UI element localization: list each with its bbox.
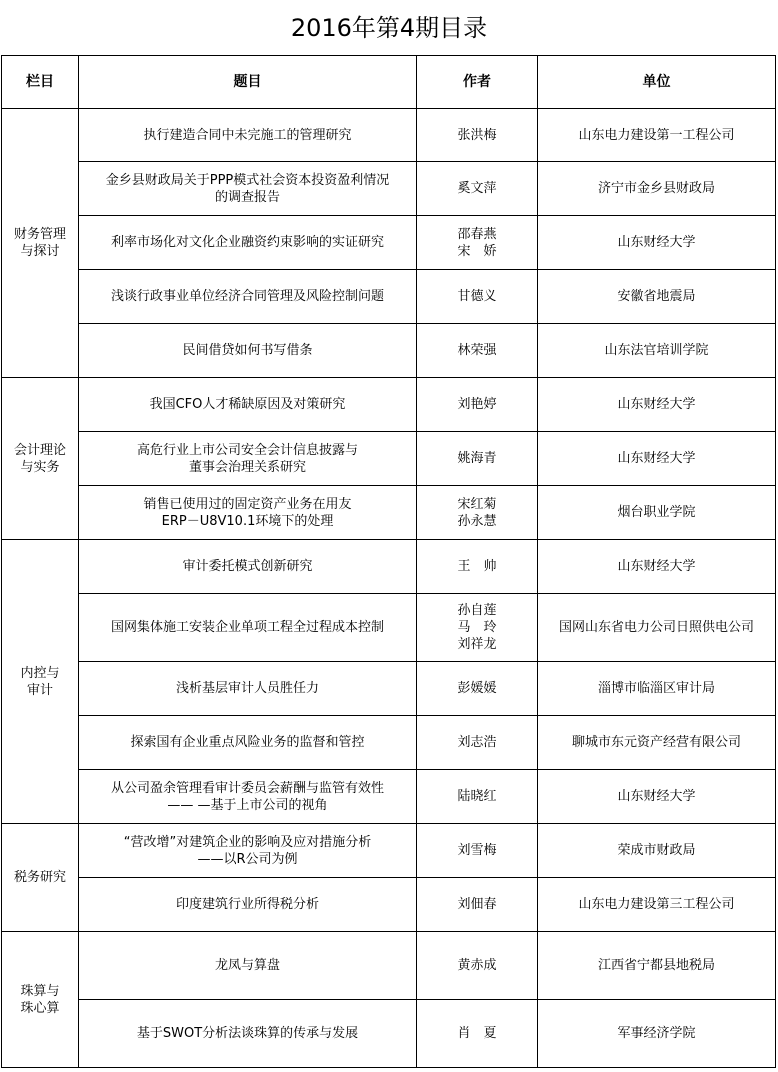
section-name-line: 税务研究	[13, 870, 66, 885]
article-title	[79, 932, 417, 1000]
article-unit: 荣成市财政局	[538, 824, 776, 878]
section-name-line: 财务管理	[13, 227, 66, 242]
article-unit: 山东财经大学	[538, 770, 776, 824]
article-author-line: 刘佃春	[457, 897, 497, 912]
page-title: 2016年第4期目录	[290, 14, 488, 42]
article-title	[79, 378, 417, 432]
article-title	[79, 486, 417, 540]
article-title-line: 国网集体施工安装企业单项工程全过程成本控制	[110, 620, 384, 635]
article-title-line: 审计委托模式创新研究	[182, 559, 313, 574]
section-name-line: 内控与	[20, 665, 60, 681]
article-title-line: 探索国有企业重点风险业务的监督和管控	[130, 735, 365, 750]
article-unit: 山东财经大学	[538, 540, 776, 594]
article-title	[79, 216, 417, 270]
article-author	[417, 1000, 538, 1068]
article-title-line: 我国CFO人才稀缺原因及对策研究	[149, 397, 346, 412]
table-row	[2, 716, 776, 770]
article-author-line: 张洪梅	[457, 127, 497, 143]
article-unit: 烟台职业学院	[538, 486, 776, 540]
table-row	[2, 432, 776, 486]
article-author	[417, 878, 538, 932]
article-title-line: 金乡县财政局关于PPP模式社会资本投资盈利情况	[105, 172, 390, 188]
article-author	[417, 594, 538, 662]
article-title	[79, 824, 417, 878]
article-title-line: 龙凤与算盘	[214, 958, 280, 973]
article-title-line: 浅析基层审计人员胜任力	[175, 681, 319, 696]
article-author	[417, 824, 538, 878]
article-title-line: ——以R公司为例	[197, 851, 298, 867]
section-name-line: 珠算与	[20, 983, 60, 999]
table-row	[2, 824, 776, 878]
article-title	[79, 270, 417, 324]
article-title	[79, 540, 417, 594]
article-title-line: 的调查报告	[214, 189, 280, 205]
article-author	[417, 770, 538, 824]
article-unit: 聊城市东元资产经营有限公司	[538, 716, 776, 770]
toc-body	[2, 109, 776, 1068]
article-title-line: 利率市场化对文化企业融资约束影响的实证研究	[110, 235, 384, 250]
article-author	[417, 540, 538, 594]
section-name	[2, 824, 79, 932]
article-author-line: 陆晓红	[457, 789, 497, 804]
article-unit: 山东财经大学	[538, 378, 776, 432]
article-author	[417, 432, 538, 486]
article-title-line: 基于SWOT分析法谈珠算的传承与发展	[136, 1026, 359, 1041]
article-title	[79, 432, 417, 486]
header-topic: 题目	[79, 56, 417, 109]
article-author-line: 邵春燕	[457, 226, 497, 242]
table-row	[2, 270, 776, 324]
section-name	[2, 932, 79, 1068]
section-name-line: 珠心算	[20, 1000, 60, 1016]
section-name-line: 与探讨	[20, 244, 60, 259]
article-author-line: 刘雪梅	[457, 843, 497, 858]
article-title-line: 董事会治理关系研究	[188, 459, 306, 475]
section-name-line: 审计	[26, 682, 53, 698]
article-title	[79, 878, 417, 932]
article-author	[417, 716, 538, 770]
article-author-line: 姚海青	[457, 451, 497, 466]
article-author-line: 王 帅	[457, 559, 497, 574]
section-name	[2, 378, 79, 540]
article-unit: 军事经济学院	[538, 1000, 776, 1068]
article-author-line: 奚文萍	[457, 181, 497, 196]
article-title	[79, 162, 417, 216]
article-author-line: 肖 夏	[457, 1026, 497, 1041]
table-row	[2, 878, 776, 932]
article-author-line: 宋 娇	[457, 243, 497, 259]
section-name	[2, 540, 79, 824]
article-author	[417, 109, 538, 162]
article-unit: 江西省宁都县地税局	[538, 932, 776, 1000]
article-unit: 安徽省地震局	[538, 270, 776, 324]
table-row	[2, 216, 776, 270]
article-author	[417, 662, 538, 716]
article-title-line: 执行建造合同中未完施工的管理研究	[143, 127, 352, 143]
article-title-line: 民间借贷如何书写借条	[182, 343, 313, 358]
header-column: 栏目	[2, 56, 79, 109]
table-row	[2, 1000, 776, 1068]
article-author	[417, 378, 538, 432]
section-name-line: 与实务	[20, 459, 60, 475]
article-author-line: 孙永慧	[457, 513, 497, 529]
article-title	[79, 324, 417, 378]
article-author	[417, 162, 538, 216]
article-unit: 山东电力建设第一工程公司	[538, 109, 776, 162]
article-title	[79, 716, 417, 770]
article-unit: 济宁市金乡县财政局	[538, 162, 776, 216]
article-author-line: 黄赤成	[457, 958, 497, 973]
article-title-line: 销售已使用过的固定资产业务在用友	[143, 496, 352, 512]
article-title	[79, 594, 417, 662]
toc-table	[1, 55, 776, 1068]
article-author-line: 甘德义	[457, 289, 497, 304]
article-title-line: “营改增”对建筑企业的影响及应对措施分析	[123, 834, 372, 850]
article-title-line: 浅谈行政事业单位经济合同管理及风险控制问题	[110, 289, 384, 304]
table-row	[2, 378, 776, 432]
article-title	[79, 109, 417, 162]
article-title	[79, 1000, 417, 1068]
article-unit: 山东法官培训学院	[538, 324, 776, 378]
table-row	[2, 540, 776, 594]
table-row	[2, 594, 776, 662]
article-title	[79, 770, 417, 824]
article-title-line: 从公司盈余管理看审计委员会薪酬与监管有效性	[110, 780, 384, 796]
article-author	[417, 270, 538, 324]
article-author	[417, 216, 538, 270]
section-name-line: 会计理论	[13, 442, 66, 458]
table-row	[2, 770, 776, 824]
section-name	[2, 109, 79, 378]
table-row	[2, 162, 776, 216]
article-unit: 国网山东省电力公司日照供电公司	[538, 594, 776, 662]
article-author-line: 宋红菊	[457, 496, 497, 512]
header-unit: 单位	[538, 56, 776, 109]
article-title-line: —— —基于上市公司的视角	[167, 797, 328, 813]
article-author-line: 马 玲	[457, 620, 497, 635]
article-author-line: 刘志浩	[457, 735, 497, 750]
article-author-line: 刘艳婷	[457, 397, 497, 412]
article-unit: 山东财经大学	[538, 432, 776, 486]
article-author	[417, 324, 538, 378]
article-unit: 山东财经大学	[538, 216, 776, 270]
article-title-line: 印度建筑行业所得税分析	[175, 897, 319, 912]
article-author-line: 孙自莲	[457, 603, 497, 618]
article-unit: 淄博市临淄区审计局	[538, 662, 776, 716]
article-author-line: 彭媛媛	[457, 681, 497, 696]
table-row	[2, 486, 776, 540]
table-row	[2, 109, 776, 162]
article-title-line: ERP－U8V10.1环境下的处理	[161, 513, 334, 529]
article-author	[417, 932, 538, 1000]
header-row	[2, 56, 776, 109]
article-author-line: 刘祥龙	[457, 637, 497, 652]
article-unit: 山东电力建设第三工程公司	[538, 878, 776, 932]
article-title-line: 高危行业上市公司安全会计信息披露与	[136, 442, 358, 458]
table-row	[2, 324, 776, 378]
article-title	[79, 662, 417, 716]
table-row	[2, 662, 776, 716]
article-author	[417, 486, 538, 540]
article-author-line: 林荣强	[457, 343, 497, 358]
header-author: 作者	[417, 56, 538, 109]
table-row	[2, 932, 776, 1000]
